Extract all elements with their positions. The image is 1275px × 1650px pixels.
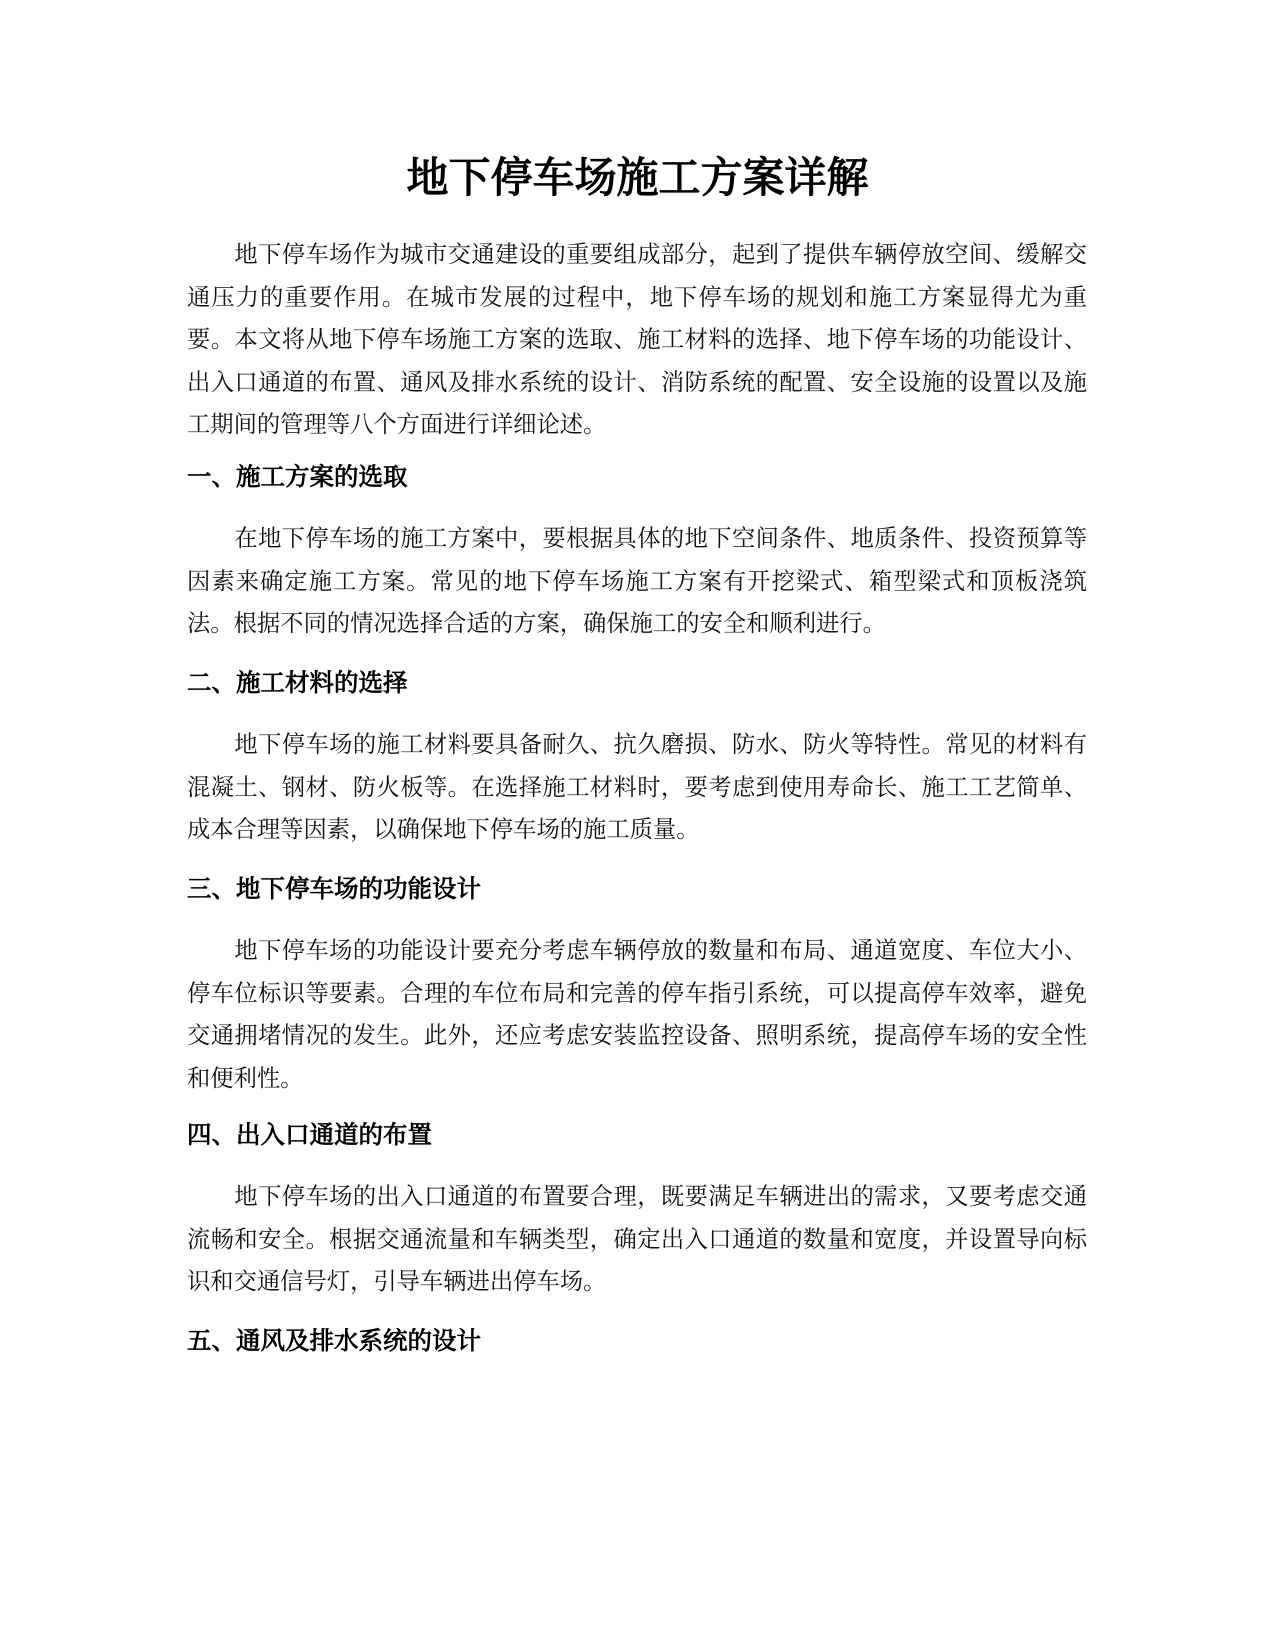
intro-paragraph: 地下停车场作为城市交通建设的重要组成部分，起到了提供车辆停放空间、缓解交通压力的重要作用。在城市发展的过程中，地下停车场的规划和施工方案显得尤为重要。本文将从地下停车场施工方案的选取、施工材料的选择、地下停车场的功能设计、出入口通道的布置、通风及排水系统的设计、消防系统的配置、安全设施的设置以及施工期间的管理等八个方面进行详细论述。 xyxy=(187,241,1087,438)
section-body-2: 地下停车场的施工材料要具备耐久、抗久磨损、防水、防火等特性。常见的材料有混凝土、钢材、防火板等。在选择施工材料时，要考虑到使用寿命长、施工工艺简单、成本合理等因素，以确保地下停车场的施工质量。 xyxy=(187,731,1087,843)
section-body-4: 地下停车场的出入口通道的布置要合理，既要满足车辆进出的需求，又要考虑交通流畅和安全。根据交通流量和车辆类型，确定出入口通道的数量和宽度，并设置导向标识和交通信号灯，引导车辆进出停车场。 xyxy=(187,1183,1087,1295)
section-heading-1: 一、施工方案的选取 xyxy=(187,462,408,491)
section-heading-3: 三、地下停车场的功能设计 xyxy=(187,874,481,903)
section-heading-2: 二、施工材料的选择 xyxy=(187,668,408,697)
section-body-3: 地下停车场的功能设计要充分考虑车辆停放的数量和布局、通道宽度、车位大小、停车位标识等要素。合理的车位布局和完善的停车指引系统，可以提高停车效率，避免交通拥堵情况的发生。此外，还应考虑安装监控设备、照明系统，提高停车场的安全性和便利性。 xyxy=(187,937,1087,1092)
section-body-1: 在地下停车场的施工方案中，要根据具体的地下空间条件、地质条件、投资预算等因素来确定施工方案。常见的地下停车场施工方案有开挖梁式、箱型梁式和顶板浇筑法。根据不同的情况选择合适的方案，确保施工的安全和顺利进行。 xyxy=(187,525,1087,637)
section-heading-5: 五、通风及排水系统的设计 xyxy=(187,1326,481,1355)
section-heading-4: 四、出入口通道的布置 xyxy=(187,1120,432,1149)
document-title: 地下停车场施工方案详解 xyxy=(406,153,869,202)
